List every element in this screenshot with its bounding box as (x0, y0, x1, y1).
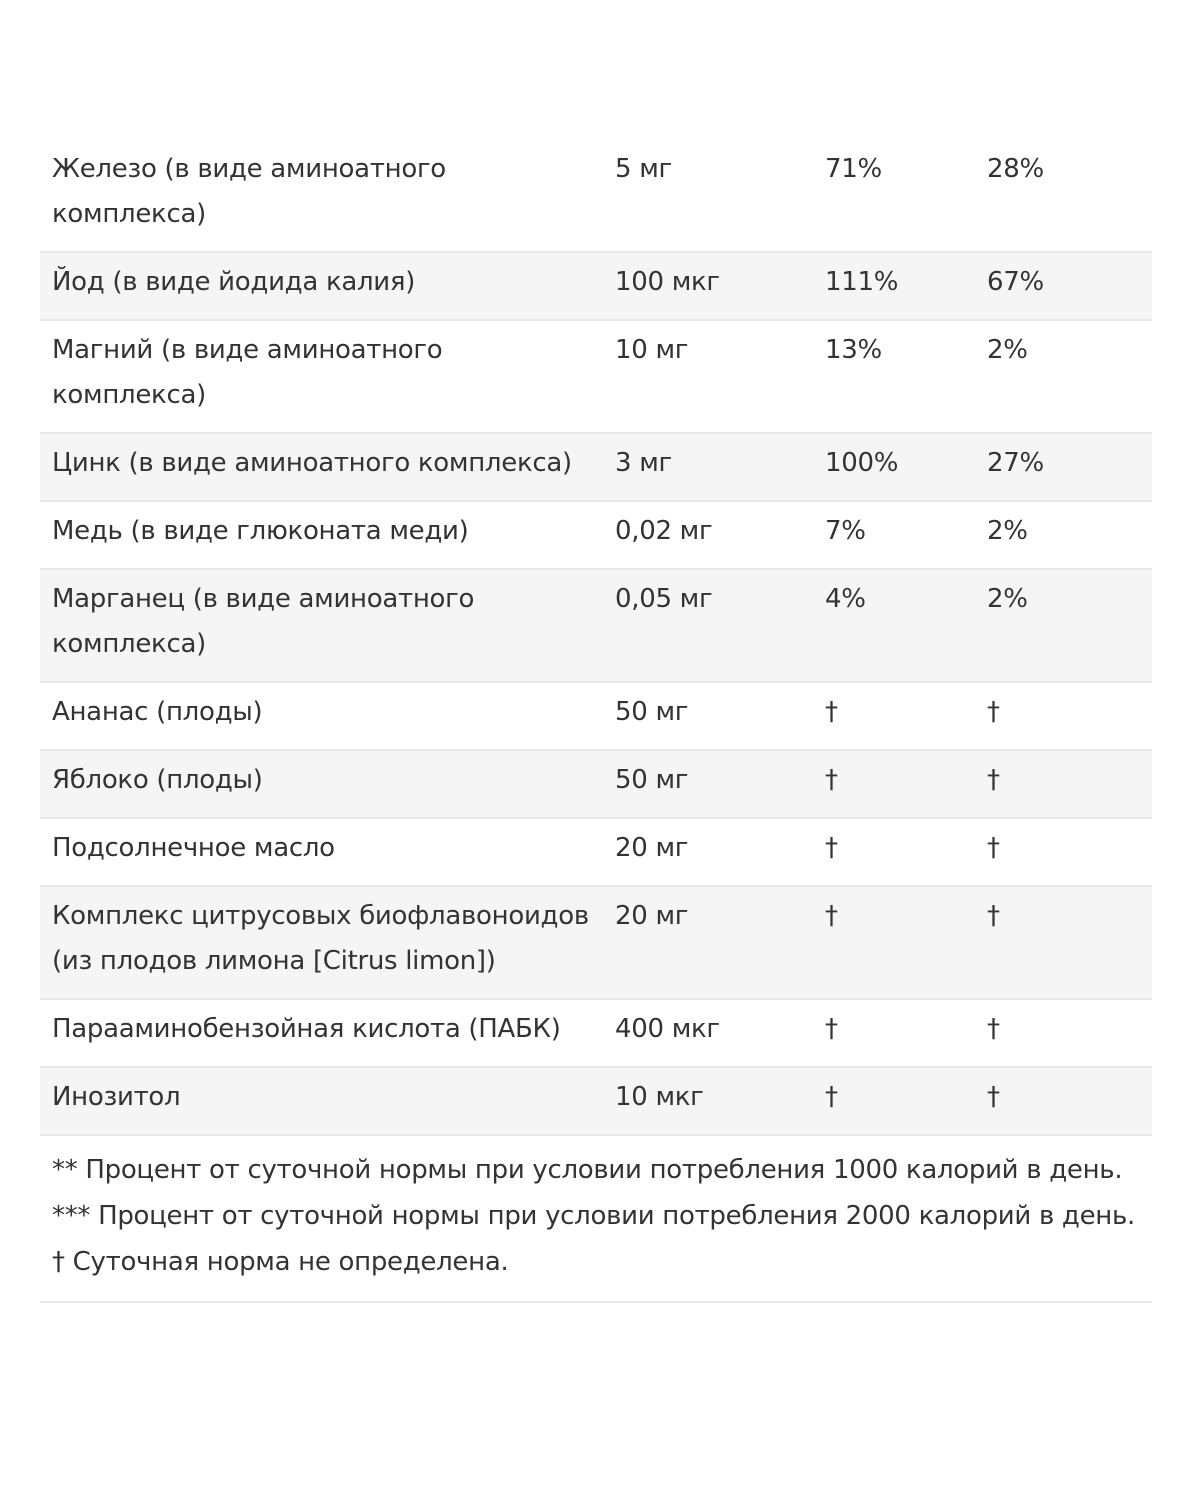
footnotes (40, 1136, 1152, 1303)
daily-value-2000: 67% (987, 252, 1152, 320)
ingredient-amount: 10 мг (603, 320, 825, 433)
ingredient-amount: 400 мкг (603, 999, 825, 1067)
ingredient-name: Железо (в виде аминоатного комплекса) (40, 140, 603, 252)
ingredient-name: Инозитол (40, 1067, 603, 1135)
daily-value-1000: † (825, 682, 987, 750)
table-row (40, 750, 1152, 818)
daily-value-1000: † (825, 999, 987, 1067)
ingredient-amount: 3 мг (603, 433, 825, 501)
daily-value-2000: 2% (987, 501, 1152, 569)
ingredient-amount: 5 мг (603, 140, 825, 252)
daily-value-2000: † (987, 1067, 1152, 1135)
daily-value-2000: † (987, 999, 1152, 1067)
ingredient-name: Подсолнечное масло (40, 818, 603, 886)
nutrition-table (40, 140, 1152, 1136)
daily-value-2000: † (987, 682, 1152, 750)
ingredient-amount: 20 мг (603, 818, 825, 886)
daily-value-1000: 111% (825, 252, 987, 320)
daily-value-1000: 71% (825, 140, 987, 252)
nutrition-table-container (40, 140, 1152, 1303)
ingredient-name: Яблоко (плоды) (40, 750, 603, 818)
ingredient-amount: 0,05 мг (603, 569, 825, 682)
table-row (40, 999, 1152, 1067)
table-row (40, 569, 1152, 682)
table-row (40, 1067, 1152, 1135)
daily-value-2000: 28% (987, 140, 1152, 252)
table-row (40, 886, 1152, 999)
table-row (40, 682, 1152, 750)
ingredient-amount: 10 мкг (603, 1067, 825, 1135)
daily-value-1000: 4% (825, 569, 987, 682)
daily-value-1000: 7% (825, 501, 987, 569)
footnote-1000-calories: ** Процент от суточной нормы при условии потребления 1000 калорий в день. (52, 1155, 1123, 1185)
ingredient-amount: 20 мг (603, 886, 825, 999)
ingredient-name: Парааминобензойная кислота (ПАБК) (40, 999, 603, 1067)
daily-value-1000: † (825, 1067, 987, 1135)
ingredient-name: Йод (в виде йодида калия) (40, 252, 603, 320)
daily-value-1000: 13% (825, 320, 987, 433)
ingredient-name: Цинк (в виде аминоатного комплекса) (40, 433, 603, 501)
daily-value-2000: † (987, 750, 1152, 818)
daily-value-1000: 100% (825, 433, 987, 501)
ingredient-amount: 50 мг (603, 750, 825, 818)
footnote-2000-calories: *** Процент от суточной нормы при условии потребления 2000 калорий в день. (52, 1201, 1135, 1231)
footnote-dagger: † Суточная норма не определена. (52, 1247, 509, 1277)
table-row (40, 433, 1152, 501)
ingredient-name: Комплекс цитрусовых биофлавоноидов (из плодов лимона [Citrus limon]) (40, 886, 603, 999)
daily-value-2000: † (987, 886, 1152, 999)
ingredient-name: Магний (в виде аминоатного комплекса) (40, 320, 603, 433)
daily-value-2000: 2% (987, 569, 1152, 682)
ingredient-name: Медь (в виде глюконата меди) (40, 501, 603, 569)
daily-value-2000: 27% (987, 433, 1152, 501)
ingredient-amount: 100 мкг (603, 252, 825, 320)
table-row (40, 252, 1152, 320)
ingredient-amount: 0,02 мг (603, 501, 825, 569)
table-row (40, 140, 1152, 252)
ingredient-name: Ананас (плоды) (40, 682, 603, 750)
ingredient-name: Марганец (в виде аминоатного комплекса) (40, 569, 603, 682)
daily-value-1000: † (825, 750, 987, 818)
daily-value-2000: 2% (987, 320, 1152, 433)
daily-value-2000: † (987, 818, 1152, 886)
table-row (40, 320, 1152, 433)
daily-value-1000: † (825, 886, 987, 999)
table-row (40, 501, 1152, 569)
daily-value-1000: † (825, 818, 987, 886)
ingredient-amount: 50 мг (603, 682, 825, 750)
table-row (40, 818, 1152, 886)
